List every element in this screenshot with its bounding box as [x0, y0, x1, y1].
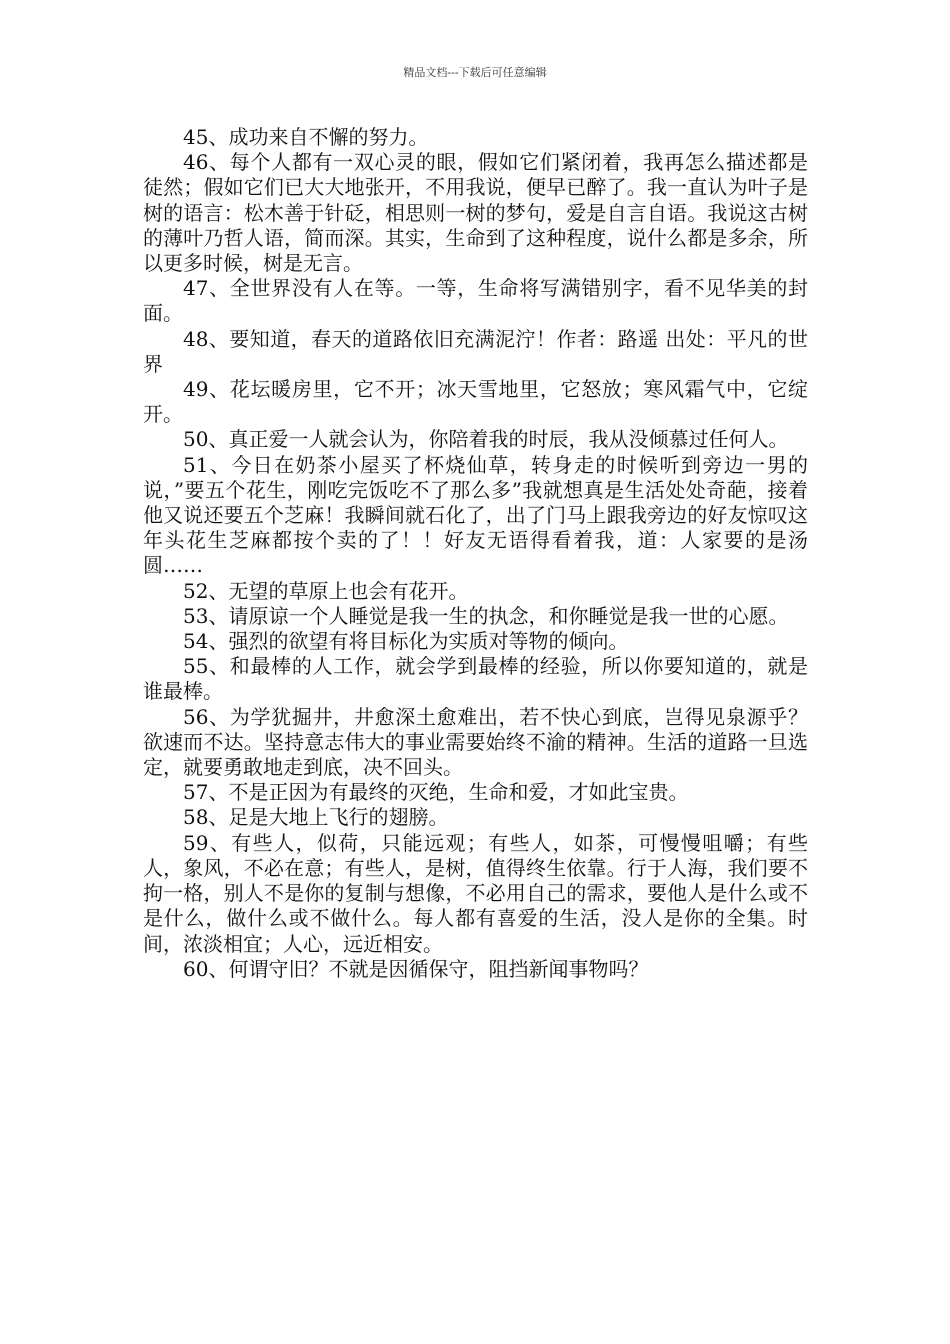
- paragraph-58: 58、足是大地上飞行的翅膀。: [183, 805, 449, 830]
- paragraph-49: 49、花坛暖房里，它不开；冰天雪地里，它怒放；寒风霜气中，它绽开。: [143, 377, 808, 427]
- paragraph-47: 47、全世界没有人在等。一等，生命将写满错别字，看不见华美的封面。: [143, 276, 808, 326]
- paragraph-45: 45、成功来自不懈的努力。: [183, 125, 429, 149]
- paragraph-54: 54、强烈的欲望有将目标化为实质对等物的倾向。: [183, 629, 629, 654]
- paragraph-55: 55、和最棒的人工作，就会学到最棒的经验，所以你要知道的，就是谁最棒。: [143, 654, 808, 704]
- paragraph-48: 48、要知道，春天的道路依旧充满泥泞！作者：路遥 出处：平凡的世界: [143, 326, 808, 376]
- paragraph-56: 56、为学犹掘井，井愈深土愈难出，若不快心到底，岂得见泉源乎？欲速而不达。坚持意志伟大的事业需要始终不渝的精神。生活的道路一旦选定，就要勇敢地走到底，决不回头。: [143, 704, 808, 780]
- paragraph-60: 60、何谓守旧？不就是因循保守，阻挡新闻事物吗？: [183, 956, 649, 981]
- paragraph-59: 59、有些人，似荷，只能远观；有些人，如茶，可慢慢咀嚼；有些人，象风，不必在意；有些人，是树，值得终生依靠。行于人海，我们要不拘一格，别人不是你的复制与想像，不必用自己的需求，要他人是什么或不是什么，做什么或不做什么。每人都有喜爱的生活，没人是你的全集。时间，浓淡相宜；人心，远近相安。: [143, 830, 808, 956]
- document-body: [143, 125, 808, 982]
- paragraph-52: 52、无望的草原上也会有花开。: [183, 578, 469, 603]
- paragraph-51: 51、今日在奶茶小屋买了杯烧仙草，转身走的时候听到旁边一男的说，”要五个花生，刚吃完饭吃不了那么多”我就想真是生活处处奇葩，接着他又说还要五个芝麻！我瞬间就石化了，出了门马上跟我旁边的好友惊叹这年头花生芝麻都按个卖的了！！好友无语得看着我，道：人家要的是汤圆……: [143, 452, 808, 578]
- paragraph-46: 46、每个人都有一双心灵的眼，假如它们紧闭着，我再怎么描述都是徒然；假如它们已大大地张开，不用我说，便早已醉了。我一直认为叶子是树的语言：松木善于针砭，相思则一树的梦句，爱是自言自语。我说这古树的薄叶乃哲人语，简而深。其实，生命到了这种程度，说什么都是多余，所以更多时候，树是无言。: [143, 150, 808, 276]
- paragraph-57: 57、不是正因为有最终的灭绝，生命和爱，才如此宝贵。: [183, 780, 689, 805]
- paragraph-50: 50、真正爱一人就会认为，你陪着我的时辰，我从没倾慕过任何人。: [183, 427, 789, 452]
- paragraph-53: 53、请原谅一个人睡觉是我一生的执念，和你睡觉是我一世的心愿。: [183, 603, 789, 628]
- page-header: 精品文档---下载后可任意编辑: [403, 66, 547, 79]
